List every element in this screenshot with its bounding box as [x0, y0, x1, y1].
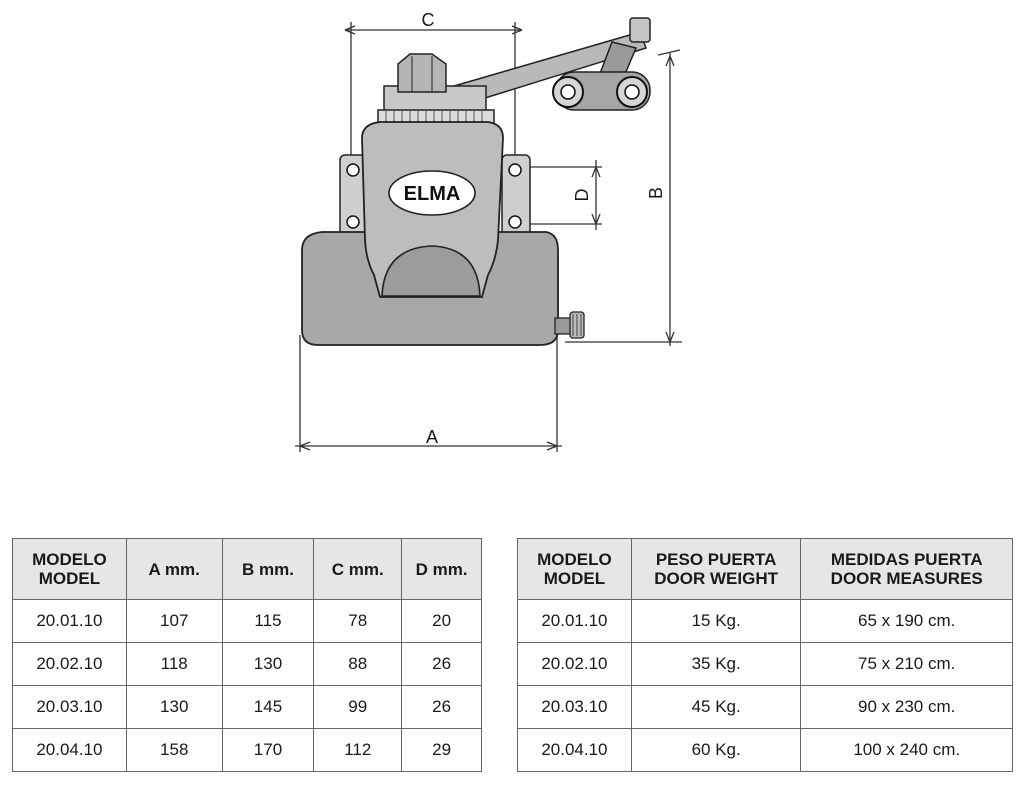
- cell-door-weight: 45 Kg.: [631, 686, 801, 729]
- roller-wheel-right: [617, 77, 647, 107]
- header-model: MODELO MODEL: [518, 539, 632, 600]
- adjustment-screw: [555, 312, 584, 338]
- dimension-b-label: B: [646, 186, 666, 200]
- table-header-row: [518, 539, 1013, 600]
- header-c: C mm.: [314, 539, 402, 600]
- cell-model: 20.01.10: [13, 600, 127, 643]
- cell-model: 20.04.10: [518, 729, 632, 772]
- svg-text:ELMA: ELMA: [403, 183, 461, 205]
- header-model: MODELO MODEL: [13, 539, 127, 600]
- table-row: [13, 600, 482, 643]
- table-row: [518, 600, 1013, 643]
- mounting-flange-right: [502, 155, 530, 237]
- cell-a: 158: [126, 729, 222, 772]
- cell-door-measures: 65 x 190 cm.: [801, 600, 1013, 643]
- cell-b: 170: [222, 729, 314, 772]
- door-specs-table: [517, 538, 1013, 772]
- cell-model: 20.03.10: [13, 686, 127, 729]
- cell-door-measures: 100 x 240 cm.: [801, 729, 1013, 772]
- header-d: D mm.: [402, 539, 482, 600]
- header-b: B mm.: [222, 539, 314, 600]
- cell-model: 20.04.10: [13, 729, 127, 772]
- dimension-d-label: D: [572, 188, 592, 202]
- cell-b: 145: [222, 686, 314, 729]
- header-a: A mm.: [126, 539, 222, 600]
- cell-door-measures: 90 x 230 cm.: [801, 686, 1013, 729]
- cell-a: 107: [126, 600, 222, 643]
- table-row: [518, 643, 1013, 686]
- dimension-a-label: A: [425, 427, 439, 447]
- cell-c: 88: [314, 643, 402, 686]
- cell-d: 20: [402, 600, 482, 643]
- roller-wheel-left: [553, 77, 583, 107]
- table-row: [13, 643, 482, 686]
- table-row: [13, 729, 482, 772]
- dimension-c-label: C: [421, 10, 435, 30]
- cell-door-weight: 35 Kg.: [631, 643, 801, 686]
- cell-c: 78: [314, 600, 402, 643]
- cell-d: 29: [402, 729, 482, 772]
- cell-b: 115: [222, 600, 314, 643]
- table-header-row: [13, 539, 482, 600]
- cell-a: 118: [126, 643, 222, 686]
- cell-d: 26: [402, 643, 482, 686]
- header-door-measures: MEDIDAS PUERTA DOOR MEASURES: [801, 539, 1013, 600]
- cell-c: 99: [314, 686, 402, 729]
- cell-d: 26: [402, 686, 482, 729]
- cell-a: 130: [126, 686, 222, 729]
- table-row: [518, 686, 1013, 729]
- table-row: [13, 686, 482, 729]
- dimensions-table: [12, 538, 482, 772]
- cell-model: 20.02.10: [518, 643, 632, 686]
- cell-model: 20.01.10: [518, 600, 632, 643]
- pivot-nut: [378, 54, 494, 124]
- cell-c: 112: [314, 729, 402, 772]
- cell-door-weight: 60 Kg.: [631, 729, 801, 772]
- header-door-weight: PESO PUERTA DOOR WEIGHT: [631, 539, 801, 600]
- cell-door-weight: 15 Kg.: [631, 600, 801, 643]
- table-row: [518, 729, 1013, 772]
- elma-logo: [389, 171, 475, 215]
- cell-model: 20.02.10: [13, 643, 127, 686]
- cell-model: 20.03.10: [518, 686, 632, 729]
- cell-door-measures: 75 x 210 cm.: [801, 643, 1013, 686]
- cell-b: 130: [222, 643, 314, 686]
